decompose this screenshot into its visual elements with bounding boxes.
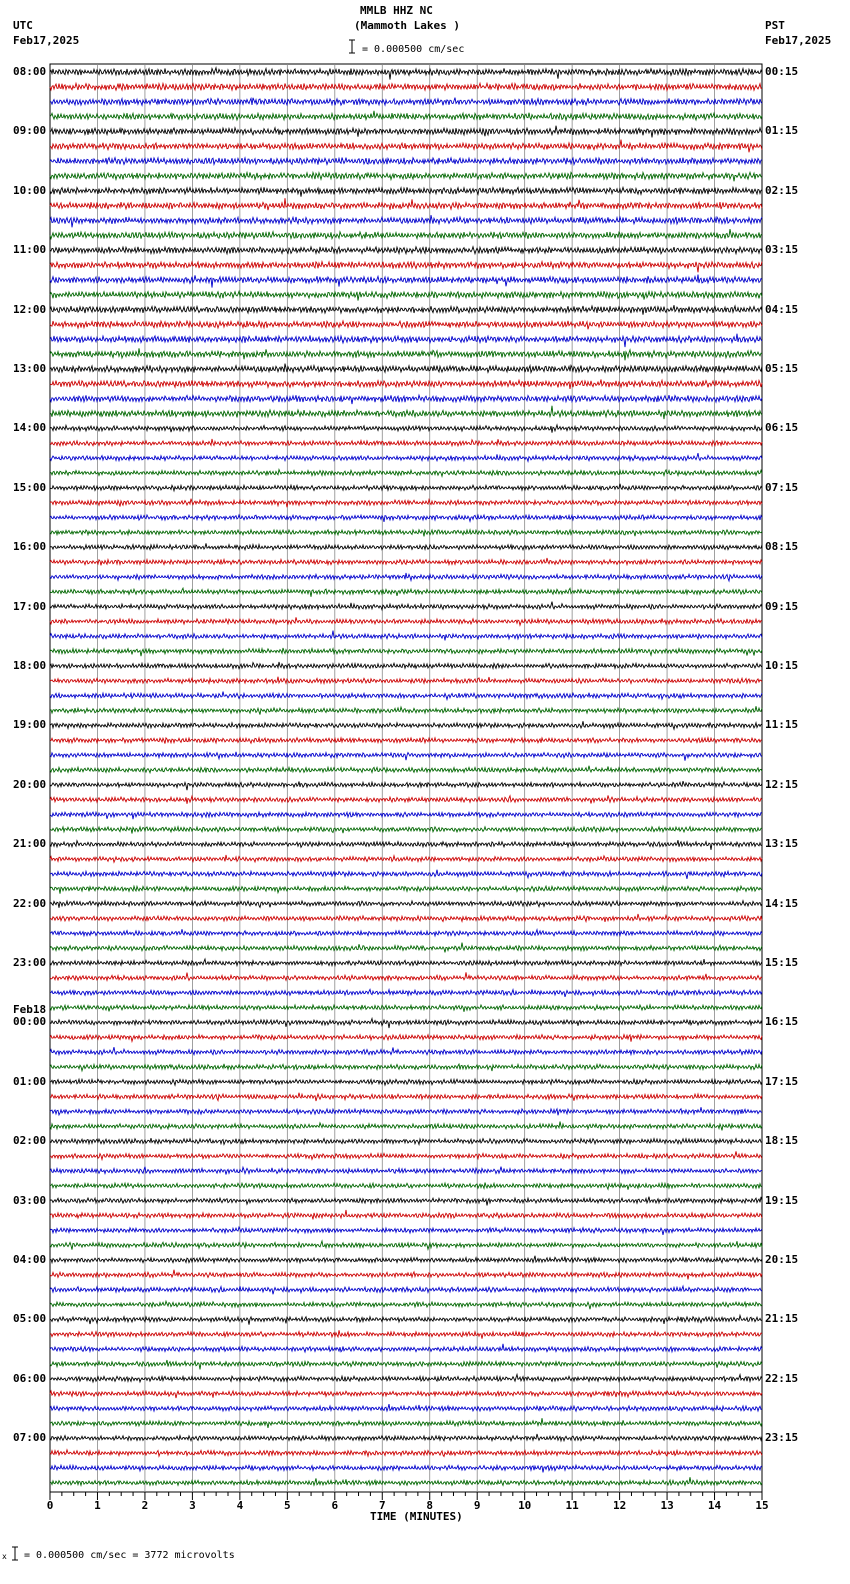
right-hour-label: 16:15	[765, 1015, 799, 1029]
trace-line-9	[50, 198, 762, 210]
trace-line-81	[50, 1270, 762, 1280]
left-hour-label: 17:00	[13, 599, 47, 613]
trace-line-86	[50, 1344, 762, 1352]
trace-line-65	[50, 1035, 762, 1042]
trace-line-72	[50, 1138, 762, 1144]
right-hour-label: 08:15	[765, 540, 799, 554]
trace-line-0	[50, 68, 762, 80]
right-hour-label: 20:15	[765, 1253, 799, 1266]
trace-line-63	[50, 1005, 762, 1012]
trace-line-20	[50, 364, 762, 373]
left-hour-label: 04:00	[13, 1253, 47, 1266]
trace-line-95	[50, 1477, 762, 1485]
trace-line-62	[50, 989, 762, 996]
trace-line-36	[50, 602, 762, 610]
left-hour-label: 12:00	[13, 302, 47, 316]
x-tick-label: 14	[707, 1499, 722, 1512]
trace-line-33	[50, 558, 762, 565]
trace-line-40	[50, 662, 762, 669]
trace-line-29	[50, 499, 762, 508]
pst-zone-label: PST	[765, 19, 785, 32]
trace-line-75	[50, 1183, 762, 1190]
trace-line-35	[50, 588, 762, 597]
trace-line-24	[50, 425, 762, 433]
trace-line-71	[50, 1122, 762, 1131]
left-hour-label: 23:00	[13, 956, 47, 969]
right-hour-label: 10:15	[765, 659, 799, 672]
x-tick-label: 5	[284, 1499, 291, 1512]
left-hour-label: 03:00	[13, 1193, 47, 1207]
trace-line-87	[50, 1360, 762, 1369]
trace-line-82	[50, 1286, 762, 1294]
trace-line-30	[50, 515, 762, 522]
right-hour-label: 09:15	[765, 599, 799, 613]
right-hour-label: 23:15	[765, 1431, 799, 1445]
left-hour-label: 09:00	[13, 124, 47, 138]
x-tick-label: 8	[426, 1499, 434, 1512]
right-hour-label: 19:15	[765, 1193, 799, 1207]
left-hour-label: 00:00	[13, 1015, 47, 1029]
left-hour-label: 01:00	[13, 1074, 47, 1088]
trace-line-66	[50, 1047, 762, 1055]
trace-line-93	[50, 1450, 762, 1457]
trace-line-1	[50, 83, 762, 90]
header-scale-label: = 0.000500 cm/sec	[362, 44, 465, 55]
trace-line-2	[50, 98, 762, 106]
trace-line-18	[50, 334, 762, 347]
left-hour-label: 14:00	[13, 421, 47, 435]
right-hour-label: 21:15	[765, 1312, 799, 1326]
trace-line-69	[50, 1093, 762, 1101]
trace-line-73	[50, 1151, 762, 1159]
x-tick-label: 7	[378, 1499, 386, 1512]
utc-zone-label: UTC	[13, 19, 33, 32]
trace-line-39	[50, 648, 762, 656]
left-hour-label: 18:00	[13, 659, 47, 672]
trace-line-61	[50, 972, 762, 980]
trace-line-6	[50, 158, 762, 165]
trace-line-25	[50, 439, 762, 446]
right-hour-label: 14:15	[765, 896, 799, 910]
trace-line-41	[50, 677, 762, 684]
trace-line-19	[50, 348, 762, 360]
trace-line-34	[50, 573, 762, 581]
left-hour-label: 16:00	[13, 540, 47, 554]
footer-scale-bar-icon	[12, 1547, 18, 1560]
trace-line-89	[50, 1391, 762, 1398]
right-hour-label: 22:15	[765, 1371, 799, 1385]
trace-line-70	[50, 1107, 762, 1115]
trace-line-14	[50, 275, 762, 288]
left-hour-label: 10:00	[13, 183, 47, 197]
right-hour-label: 00:15	[765, 65, 799, 78]
trace-line-45	[50, 738, 762, 744]
left-hour-label: 02:00	[13, 1134, 47, 1148]
x-tick-label: 0	[46, 1499, 54, 1512]
right-hour-label: 04:15	[765, 302, 799, 316]
right-hour-label: 05:15	[765, 362, 799, 375]
location-title: (Mammoth Lakes )	[354, 19, 460, 32]
trace-line-4	[50, 126, 762, 138]
right-hour-label: 17:15	[765, 1074, 799, 1088]
right-hour-label: 01:15	[765, 124, 799, 138]
trace-line-77	[50, 1210, 762, 1220]
right-hour-label: 03:15	[765, 243, 799, 257]
trace-line-27	[50, 470, 762, 477]
trace-line-85	[50, 1330, 762, 1338]
left-hour-label: 15:00	[13, 480, 47, 494]
header-scale-bar-icon	[349, 40, 355, 53]
trace-group	[50, 68, 762, 1486]
right-hour-label: 15:15	[765, 956, 799, 969]
trace-line-10	[50, 215, 762, 227]
trace-line-42	[50, 692, 762, 700]
trace-line-37	[50, 617, 762, 625]
x-tick-label: 6	[331, 1499, 339, 1512]
utc-date-label: Feb17,2025	[13, 34, 80, 47]
left-hour-label: 08:00	[13, 65, 47, 78]
pst-date-label: Feb17,2025	[765, 34, 832, 47]
x-tick-label: 1	[94, 1499, 101, 1512]
trace-line-28	[50, 484, 762, 491]
trace-line-38	[50, 631, 762, 641]
x-tick-label: 12	[613, 1499, 627, 1512]
trace-line-84	[50, 1315, 762, 1324]
trace-line-74	[50, 1167, 762, 1175]
x-tick-label: 10	[518, 1499, 532, 1512]
right-hour-label: 11:15	[765, 718, 799, 732]
station-title: MMLB HHZ NC	[360, 4, 433, 17]
x-tick-label: 2	[141, 1499, 149, 1512]
trace-line-22	[50, 395, 762, 404]
trace-line-56	[50, 901, 762, 908]
trace-line-50	[50, 812, 762, 819]
trace-line-76	[50, 1197, 762, 1206]
trace-line-68	[50, 1079, 762, 1085]
trace-line-47	[50, 766, 762, 773]
corner-mark: x	[2, 1552, 7, 1561]
trace-line-11	[50, 229, 762, 239]
trace-line-7	[50, 172, 762, 181]
left-hour-label: 07:00	[13, 1431, 47, 1445]
trace-line-31	[50, 530, 762, 537]
right-hour-label: 18:15	[765, 1134, 799, 1148]
trace-line-83	[50, 1301, 762, 1309]
trace-line-79	[50, 1241, 762, 1250]
x-axis-label: TIME (MINUTES)	[370, 1510, 463, 1523]
left-hour-label: 20:00	[13, 777, 47, 791]
trace-line-52	[50, 840, 762, 850]
x-tick-label: 15	[755, 1499, 769, 1512]
trace-line-78	[50, 1227, 762, 1235]
trace-line-88	[50, 1375, 762, 1383]
x-tick-label: 3	[189, 1499, 196, 1512]
left-hour-label: 13:00	[13, 362, 47, 375]
trace-line-21	[50, 379, 762, 388]
trace-line-92	[50, 1434, 762, 1441]
day-change-label: Feb18	[13, 1003, 47, 1016]
trace-line-44	[50, 721, 762, 729]
trace-line-13	[50, 262, 762, 273]
x-tick-label: 13	[660, 1499, 674, 1512]
right-hour-label: 07:15	[765, 480, 799, 494]
trace-line-51	[50, 827, 762, 834]
right-hour-label: 12:15	[765, 777, 799, 791]
trace-line-60	[50, 959, 762, 966]
right-hour-label: 13:15	[765, 837, 799, 851]
x-tick-label: 11	[565, 1499, 579, 1512]
trace-line-80	[50, 1256, 762, 1263]
left-hour-label: 06:00	[13, 1371, 47, 1385]
trace-line-58	[50, 929, 762, 936]
trace-line-67	[50, 1064, 762, 1071]
trace-line-48	[50, 781, 762, 790]
left-hour-label: 22:00	[13, 896, 47, 910]
trace-line-53	[50, 855, 762, 862]
left-hour-label: 19:00	[13, 718, 47, 732]
trace-line-46	[50, 752, 762, 761]
trace-line-55	[50, 886, 762, 894]
minute-gridlines	[97, 64, 714, 1492]
trace-line-94	[50, 1465, 762, 1472]
trace-line-5	[50, 140, 762, 153]
x-tick-label: 4	[236, 1499, 244, 1512]
left-hour-label: 05:00	[13, 1312, 47, 1326]
trace-line-64	[50, 1019, 762, 1028]
trace-line-90	[50, 1404, 762, 1411]
x-tick-label: 9	[473, 1499, 481, 1512]
right-hour-label: 06:15	[765, 421, 799, 435]
trace-line-59	[50, 943, 762, 953]
footer-scale-label: = 0.000500 cm/sec = 3772 microvolts	[24, 1550, 235, 1561]
x-axis-ticks	[50, 1492, 762, 1500]
trace-line-54	[50, 870, 762, 879]
trace-line-16	[50, 305, 762, 314]
trace-line-12	[50, 247, 762, 254]
trace-line-8	[50, 187, 762, 196]
trace-line-91	[50, 1418, 762, 1428]
left-hour-label: 21:00	[13, 837, 47, 851]
left-hour-label: 11:00	[13, 243, 47, 257]
right-hour-label: 02:15	[765, 183, 799, 197]
trace-line-57	[50, 914, 762, 922]
trace-line-49	[50, 795, 762, 803]
trace-line-43	[50, 706, 762, 714]
trace-line-26	[50, 453, 762, 461]
trace-line-15	[50, 291, 762, 300]
trace-line-32	[50, 543, 762, 549]
trace-line-3	[50, 111, 762, 120]
trace-line-17	[50, 321, 762, 329]
trace-line-23	[50, 406, 762, 419]
